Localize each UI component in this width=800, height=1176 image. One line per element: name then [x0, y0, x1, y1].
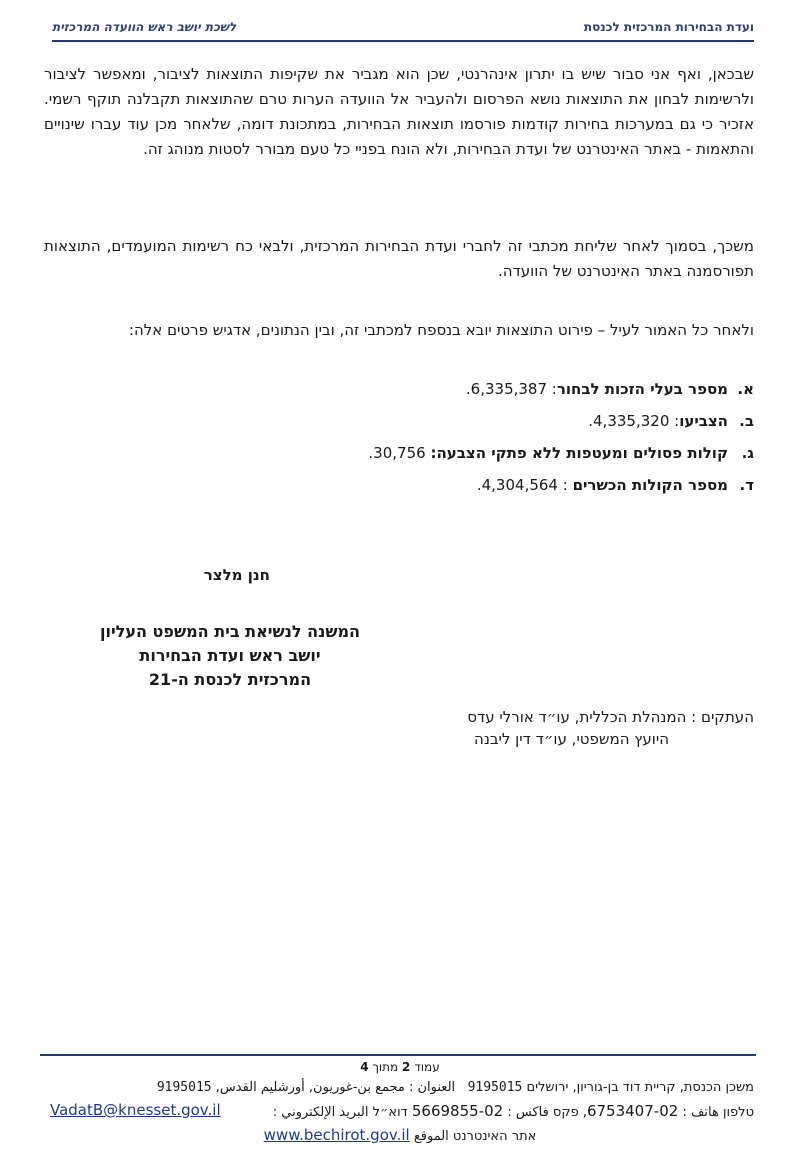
signer-title: המשנה לנשיאת בית המשפט העליון יושב ראש ועדת הבחירות המרכזית לכנסת ה-21 — [99, 622, 361, 689]
body-paragraph-3: ולאחר כל האמור לעיל – פירוט התוצאות יובא בנספח למכתבי זה, ובין הנתונים, אדגיש פרטים אלה: — [128, 321, 754, 339]
result-voted: ב.הצביעו: 4,335,320. — [588, 412, 754, 430]
footer-contact: טלפון هاتف : 02-6753407, פקס فاكس : 02-5669855 דוא״ל البريد الإلكتروني : VadatB@knesset.gov.il — [50, 1101, 754, 1120]
result-label: מספר בעלי הזכות לבחור — [556, 380, 728, 398]
signer-name: חנן מלצר — [203, 566, 270, 584]
page-number: עמוד 2 מתוך 4 — [360, 1060, 440, 1074]
header-office-name: לשכת יושב ראש הוועדה המרכזית — [52, 20, 237, 34]
header-committee-name: ועדת הבחירות המרכזית לכנסת — [583, 20, 754, 34]
page-header — [52, 18, 754, 42]
result-value: 6,335,387. — [465, 380, 548, 398]
email-link[interactable]: VadatB@knesset.gov.il — [50, 1101, 221, 1119]
result-label: הצביעו — [679, 412, 728, 430]
copies-line-1: העתקים : המנהלת הכללית, עו״ד אורלי עדס — [467, 708, 754, 726]
footer-website: אתר האינטרנט الموقع www.bechirot.gov.il — [263, 1126, 537, 1144]
body-paragraph-2: משכך, בסמוך לאחר שליחת מכתבי זה לחברי ועדת הבחירות המרכזית, ולבאי כח רשימות המועמדים, התוצאות תפורסמנה באתר האינטרנט של הוועדה. — [44, 237, 754, 280]
body-paragraph-1: שבכאן, ואף אני סבור שיש בו יתרון אינהרנטי, שכן הוא מגביר את שקיפות התוצאות לציבור, ומאפשר לציבור ולרשימות לבחון את התוצאות נושא הפרסום ולהעביר אל הוועדה הערות טרם שהתוצאות תקבלנה תוקף רשמי. אזכיר כי גם במערכות בחירות קודמות פורסמו תוצאות הבחירות, במתכונת דומה, שלאחר מכן עוד עברו שינויים והתאמות - באתר האינטרנט של ועדת הבחירות, ולא הונח בפניי כל טעם מבורר לסטות מנוהג זה. — [44, 65, 754, 158]
footer-divider — [40, 1054, 756, 1056]
copies-label: העתקים : — [691, 708, 754, 726]
footer-address: משכן הכנסת, קריית דוד בן-גוריון, ירושלים 9195015 العنوان : مجمع بن-غوريون, أورشليم القدس, 9195015 — [156, 1080, 754, 1095]
website-link[interactable]: www.bechirot.gov.il — [263, 1126, 410, 1144]
result-invalid-votes: ג.קולות פסולים ומעטפות ללא פתקי הצבעה: 30,756. — [368, 444, 754, 462]
result-label: קולות פסולים ומעטפות ללא פתקי הצבעה: — [430, 444, 728, 462]
copies-section — [467, 706, 754, 750]
result-valid-votes: ד.מספר הקולות הכשרים : 4,304,564. — [476, 476, 754, 494]
result-value: 4,304,564. — [476, 476, 558, 494]
results-list — [254, 376, 754, 504]
result-label: מספר הקולות הכשרים — [572, 476, 728, 494]
result-eligible-voters: א.מספר בעלי הזכות לבחור: 6,335,387. — [465, 380, 754, 398]
result-value: 4,335,320. — [588, 412, 670, 430]
phone-number: 02-6753407 — [586, 1102, 679, 1120]
result-value: 30,756. — [368, 444, 426, 462]
fax-number: 02-5669855 — [411, 1102, 504, 1120]
copies-line-2: היועץ המשפטי, עו״ד דין ליבנה — [474, 730, 669, 748]
